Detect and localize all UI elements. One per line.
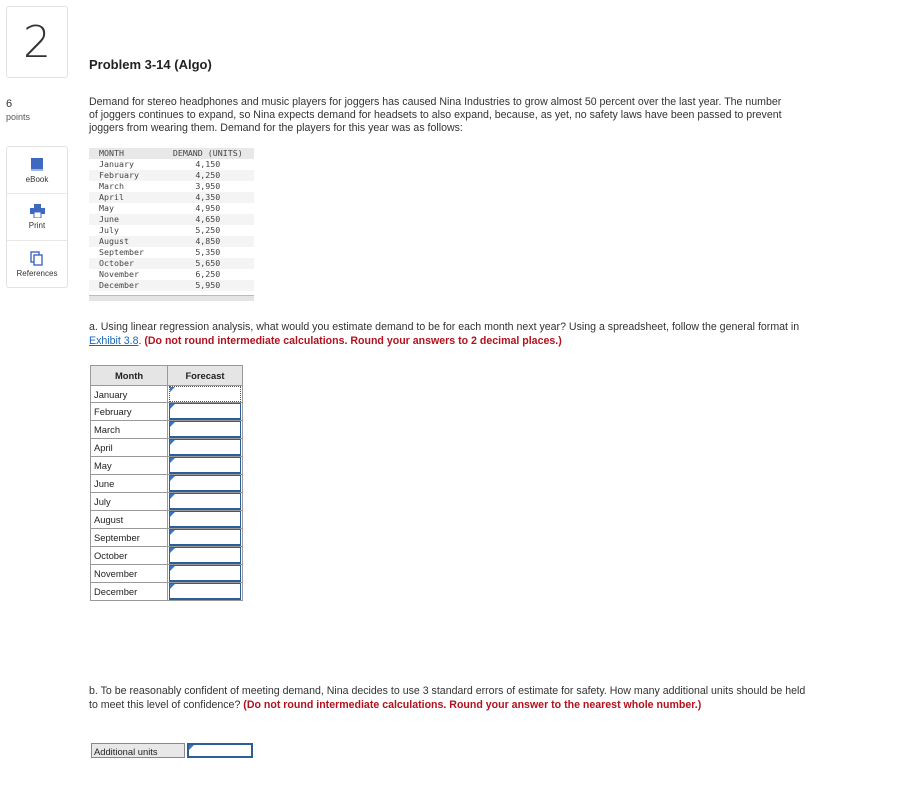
forecast-month: March [91,421,168,439]
forecast-month: September [91,529,168,547]
demand-month: May [99,203,114,213]
forecast-row [91,511,243,529]
forecast-cell [168,529,243,547]
forecast-row [91,547,243,565]
demand-units: 3,950 [195,181,221,191]
demand-month: June [89,214,162,225]
forecast-input[interactable] [169,439,241,456]
forecast-cell [168,493,243,511]
demand-row [89,203,254,214]
demand-month: September [99,247,144,257]
forecast-row [91,421,243,439]
part-a-text: a. Using linear regression analysis, what would you estimate demand to be for each month next year? Using a spreadsheet, follow the general format in [89,321,800,333]
demand-table-scrollbar[interactable] [89,295,254,301]
references-label: References [16,268,58,278]
forecast-header-month: Month [91,366,168,386]
ebook-label: eBook [25,174,49,184]
part-b-text: b. To be reasonably confident of meeting demand, Nina decides to use 3 standard errors of estimate for safety. How many additional units should be held to meet this level of confidence? [89,685,806,711]
demand-row [89,258,254,269]
forecast-row [91,493,243,511]
points-value: 6 [6,98,13,110]
print-button[interactable] [7,194,67,241]
forecast-cell [168,583,243,601]
forecast-input[interactable] [169,565,241,582]
forecast-cell [168,439,243,457]
forecast-month: November [91,565,168,583]
demand-header-month: MONTH [89,148,162,159]
demand-units: 4,350 [162,192,254,203]
forecast-header-forecast: Forecast [168,366,243,386]
forecast-cell [168,475,243,493]
demand-month: October [89,258,162,269]
forecast-input[interactable] [169,421,241,438]
demand-units: 5,350 [195,247,221,257]
demand-month: November [99,269,139,279]
forecast-row [91,475,243,493]
forecast-input[interactable] [169,493,241,510]
forecast-row [91,583,243,601]
part-a-question [89,320,809,348]
question-number-box [6,6,68,78]
print-icon [30,204,45,218]
points-label: points [6,112,31,122]
forecast-input[interactable] [169,529,241,546]
forecast-month: April [91,439,168,457]
demand-month: August [89,236,162,247]
forecast-cell [168,457,243,475]
demand-units: 5,650 [162,258,254,269]
forecast-input[interactable] [169,457,241,474]
additional-units-label: Additional units [91,743,185,758]
ebook-button[interactable] [7,147,67,194]
demand-row [89,225,254,236]
forecast-cell [168,565,243,583]
part-a-text-end: . [138,335,145,347]
demand-units: 5,250 [195,225,221,235]
demand-row [89,269,254,280]
forecast-cell [168,511,243,529]
demand-row [89,192,254,203]
demand-row [89,159,254,170]
forecast-cell [168,421,243,439]
demand-row [89,214,254,225]
forecast-month: February [91,403,168,421]
demand-row [89,280,254,291]
forecast-cell [168,403,243,421]
book-icon [30,157,44,172]
part-a-instruction: (Do not round intermediate calculations. Round your answers to 2 decimal places.) [144,335,562,347]
demand-month: March [99,181,124,191]
question-number: 2 [23,16,51,68]
forecast-row [91,386,243,403]
forecast-row [91,529,243,547]
demand-month: February [89,170,162,181]
forecast-row [91,439,243,457]
part-b-instruction: (Do not round intermediate calculations. Round your answer to the nearest whole number.) [243,699,702,711]
demand-row [89,170,254,181]
demand-units: 5,950 [162,280,254,291]
demand-units: 4,950 [195,203,221,213]
forecast-month: October [91,547,168,565]
forecast-input[interactable] [169,403,241,420]
problem-title: Problem 3-14 (Algo) [89,57,212,72]
problem-intro: Demand for stereo headphones and music players for joggers has caused Nina Industries to grow almost 50 percent over the last year. The number of joggers continues to expand, so Nina expects demand for headsets to also expand, because, as yet, no safety laws have been passed to prevent joggers from wearing them. Demand for the players for this year was as follows: [89,96,782,135]
forecast-row [91,403,243,421]
additional-units-input[interactable] [187,743,253,758]
forecast-month: August [91,511,168,529]
part-b-question [89,684,809,712]
forecast-month: December [91,583,168,601]
demand-row [89,247,254,258]
forecast-month: July [91,493,168,511]
demand-units: 4,850 [162,236,254,247]
demand-units: 4,150 [195,159,221,169]
forecast-month: June [91,475,168,493]
demand-row [89,181,254,192]
demand-header-units: DEMAND (UNITS) [162,148,254,159]
demand-units: 4,250 [162,170,254,181]
demand-units: 4,650 [162,214,254,225]
references-button[interactable] [7,241,67,287]
forecast-cell [168,547,243,565]
forecast-input[interactable] [169,511,241,528]
references-icon [30,251,44,266]
forecast-input[interactable] [169,547,241,564]
forecast-row [91,565,243,583]
print-label: Print [28,221,46,230]
forecast-row [91,457,243,475]
demand-month: December [89,280,162,291]
demand-month: April [89,192,162,203]
forecast-month: May [91,457,168,475]
forecast-table [90,365,243,601]
exhibit-link[interactable]: Exhibit 3.8 [89,335,139,347]
forecast-input[interactable] [169,386,241,402]
forecast-input[interactable] [169,583,241,600]
demand-row [89,236,254,247]
side-tools-panel [6,146,68,288]
demand-month: January [99,159,134,169]
demand-table [89,148,254,291]
forecast-cell [168,386,243,403]
demand-month: July [99,225,119,235]
forecast-month: January [91,386,168,403]
forecast-input[interactable] [169,475,241,492]
demand-units: 6,250 [195,269,221,279]
